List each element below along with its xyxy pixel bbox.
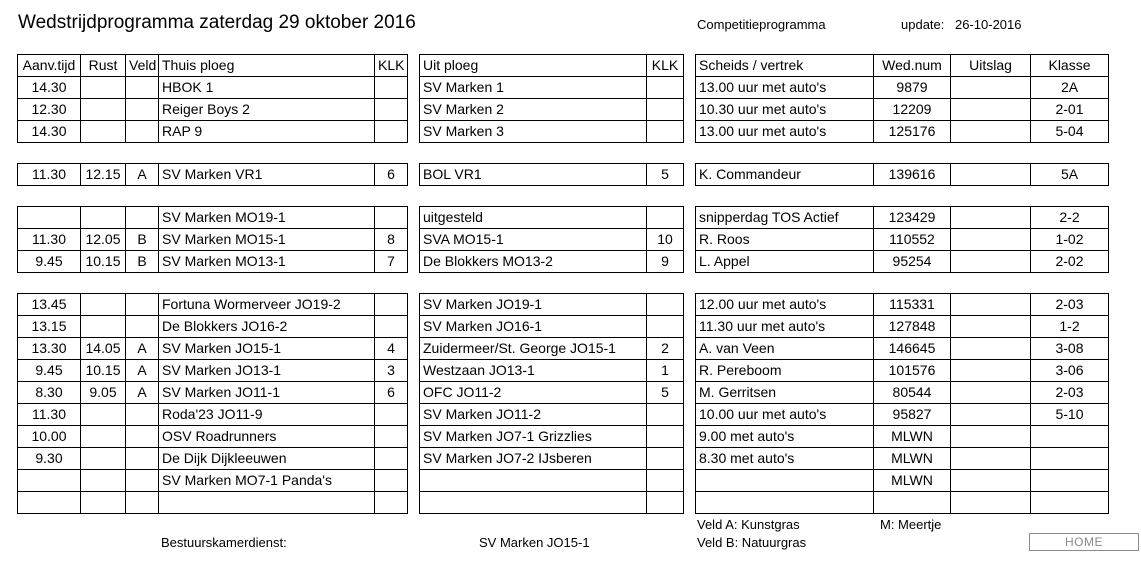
table-cell [951,492,1031,514]
table-cell: 101576 [874,360,951,382]
veld-a-legend: Veld A: Kunstgras [697,517,800,532]
table-row [420,382,684,404]
table-cell: SV Marken 2 [420,99,647,121]
table-row [696,426,1109,448]
table-row [696,294,1109,316]
table-cell: 13.00 uur met auto's [696,77,874,99]
table-cell: 9879 [874,77,951,99]
column-header: Wed.num [874,55,951,77]
table-cell: 123429 [874,207,951,229]
table-cell [1031,448,1109,470]
table-cell: snipperdag TOS Actief [696,207,874,229]
table-cell: 14.30 [18,121,81,143]
column-header: Uit ploeg [420,55,647,77]
table-cell: SV Marken MO13-1 [159,251,375,273]
table-cell [81,207,126,229]
table-cell [375,492,408,514]
table-cell: 125176 [874,121,951,143]
table-cell: R. Pereboom [696,360,874,382]
table-cell: 5-10 [1031,404,1109,426]
table-cell [951,382,1031,404]
table-cell [81,294,126,316]
table-cell: A [126,360,159,382]
group-separator [696,273,1109,294]
table-cell: 5 [647,164,684,186]
table-row [18,338,408,360]
table-row [420,404,684,426]
table-cell: 12.15 [81,164,126,186]
table-cell [126,426,159,448]
table-cell: 14.05 [81,338,126,360]
table-cell: 12.30 [18,99,81,121]
table-cell [126,294,159,316]
table-cell: 1-2 [1031,316,1109,338]
table-cell [647,404,684,426]
table-cell: 11.30 [18,404,81,426]
table-row [18,360,408,382]
table-cell: 13.45 [18,294,81,316]
table-cell [647,121,684,143]
table-cell [696,492,874,514]
referee-table [695,54,1109,514]
table-cell: K. Commandeur [696,164,874,186]
table-cell: 115331 [874,294,951,316]
table-cell: 10.00 uur met auto's [696,404,874,426]
table-cell [126,207,159,229]
table-row [420,360,684,382]
table-cell: 3-08 [1031,338,1109,360]
table-cell [696,470,874,492]
table-cell: 2-03 [1031,382,1109,404]
table-row [420,294,684,316]
table-cell [81,316,126,338]
table-cell [951,360,1031,382]
table-row [696,360,1109,382]
table-row [420,316,684,338]
header-row [696,55,1109,77]
table-cell: SV Marken MO7-1 Panda's [159,470,375,492]
table-cell: SV Marken JO11-1 [159,382,375,404]
table-cell [18,470,81,492]
table-cell: De Blokkers JO16-2 [159,316,375,338]
table-cell: 4 [375,338,408,360]
table-row [696,470,1109,492]
table-cell: uitgesteld [420,207,647,229]
table-cell [375,426,408,448]
table-cell: 95254 [874,251,951,273]
table-cell: De Dijk Dijkleeuwen [159,448,375,470]
table-cell: De Blokkers MO13-2 [420,251,647,273]
table-cell: 13.30 [18,338,81,360]
table-cell: Westzaan JO13-1 [420,360,647,382]
table-row [18,404,408,426]
table-row [18,316,408,338]
table-cell: SV Marken JO11-2 [420,404,647,426]
table-row [18,470,408,492]
table-cell: 5-04 [1031,121,1109,143]
table-cell [81,492,126,514]
table-cell: SV Marken 1 [420,77,647,99]
table-cell: B [126,251,159,273]
table-row [420,77,684,99]
table-cell: 2-2 [1031,207,1109,229]
group-separator [18,186,408,207]
header-row [18,55,408,77]
table-cell [951,448,1031,470]
column-header: Aanv.tijd [18,55,81,77]
table-row [18,99,408,121]
table-cell: Reiger Boys 2 [159,99,375,121]
table-cell [126,316,159,338]
table-cell: 12.05 [81,229,126,251]
column-header: Uitslag [951,55,1031,77]
table-cell [126,492,159,514]
table-cell: HBOK 1 [159,77,375,99]
table-cell [126,99,159,121]
table-cell: A [126,164,159,186]
table-cell: 2A [1031,77,1109,99]
table-cell [951,207,1031,229]
table-row [696,492,1109,514]
table-cell: A [126,338,159,360]
table-cell [951,229,1031,251]
table-row [18,77,408,99]
table-cell [647,77,684,99]
table-cell: 2-03 [1031,294,1109,316]
table-cell [1031,426,1109,448]
table-row [696,338,1109,360]
table-cell: 7 [375,251,408,273]
table-row [420,99,684,121]
table-row [420,251,684,273]
table-cell: 9.05 [81,382,126,404]
table-row [696,448,1109,470]
table-cell [951,470,1031,492]
table-cell [951,99,1031,121]
column-header: Scheids / vertrek [696,55,874,77]
table-cell [375,207,408,229]
table-cell [951,338,1031,360]
meertje-legend: M: Meertje [880,517,942,532]
update-label: update: [901,17,945,32]
table-row [18,164,408,186]
table-cell [375,404,408,426]
table-cell: 10 [647,229,684,251]
bestuur-label: Bestuurskamerdienst: [161,535,287,550]
table-cell: 5 [647,382,684,404]
table-cell: SV Marken VR1 [159,164,375,186]
table-cell: Zuidermeer/St. George JO15-1 [420,338,647,360]
table-row [420,338,684,360]
table-cell: 80544 [874,382,951,404]
table-cell [81,404,126,426]
table-row [696,229,1109,251]
table-cell [874,492,951,514]
table-cell [18,207,81,229]
table-row [18,121,408,143]
table-cell: 139616 [874,164,951,186]
table-cell: BOL VR1 [420,164,647,186]
table-row [18,426,408,448]
table-row [696,207,1109,229]
table-cell: 8.30 met auto's [696,448,874,470]
table-cell [126,77,159,99]
table-cell [1031,492,1109,514]
table-cell: SV Marken JO7-1 Grizzlies [420,426,647,448]
table-row [18,294,408,316]
table-cell [951,77,1031,99]
table-cell: OSV Roadrunners [159,426,375,448]
table-cell: 110552 [874,229,951,251]
group-separator [18,273,408,294]
table-cell: 11.30 [18,229,81,251]
table-row [696,316,1109,338]
table-cell: 3-06 [1031,360,1109,382]
table-cell [647,448,684,470]
table-cell [647,426,684,448]
update-date: 26-10-2016 [955,17,1022,32]
group-separator [696,143,1109,164]
table-cell [951,316,1031,338]
table-cell: 95827 [874,404,951,426]
column-header: Thuis ploeg [159,55,375,77]
table-cell [81,470,126,492]
table-row [420,229,684,251]
group-separator [696,186,1109,207]
table-cell: SV Marken JO19-1 [420,294,647,316]
table-cell: SV Marken JO15-1 [159,338,375,360]
table-cell [81,448,126,470]
table-cell [951,404,1031,426]
table-cell [375,121,408,143]
table-cell: 9 [647,251,684,273]
table-cell [951,164,1031,186]
table-cell: SV Marken JO16-1 [420,316,647,338]
table-cell [1031,470,1109,492]
table-cell [375,448,408,470]
group-separator [420,143,684,164]
table-cell: 12.00 uur met auto's [696,294,874,316]
table-cell: M. Gerritsen [696,382,874,404]
table-cell: 3 [375,360,408,382]
table-row [18,382,408,404]
table-cell: 10.30 uur met auto's [696,99,874,121]
table-cell [81,99,126,121]
table-row [420,121,684,143]
table-cell [951,121,1031,143]
table-cell: MLWN [874,426,951,448]
column-header: Klasse [1031,55,1109,77]
table-row [696,404,1109,426]
table-cell: 9.45 [18,360,81,382]
table-cell [647,492,684,514]
table-row [696,164,1109,186]
group-separator [18,143,408,164]
table-cell [81,121,126,143]
table-cell: 10.00 [18,426,81,448]
table-cell: OFC JO11-2 [420,382,647,404]
header-row [420,55,684,77]
table-row [18,448,408,470]
away-team-table [419,54,684,514]
table-cell: 9.00 met auto's [696,426,874,448]
column-header: Veld [126,55,159,77]
table-cell [126,404,159,426]
table-cell: R. Roos [696,229,874,251]
table-cell: MLWN [874,470,951,492]
table-cell: MLWN [874,448,951,470]
table-cell: 8.30 [18,382,81,404]
table-cell [18,492,81,514]
table-cell [159,492,375,514]
table-cell [126,448,159,470]
table-cell: A [126,382,159,404]
table-cell: 9.45 [18,251,81,273]
table-row [420,470,684,492]
veld-b-legend: Veld B: Natuurgras [697,535,807,550]
subtitle: Competitieprogramma [697,17,826,32]
table-cell: 10.15 [81,360,126,382]
table-cell: SV Marken 3 [420,121,647,143]
table-row [696,251,1109,273]
table-cell: 8 [375,229,408,251]
table-cell: 6 [375,164,408,186]
table-cell [951,426,1031,448]
table-cell [81,426,126,448]
table-cell: 12209 [874,99,951,121]
table-row [18,229,408,251]
table-cell: 146645 [874,338,951,360]
table-cell: 11.30 uur met auto's [696,316,874,338]
table-cell: 13.00 uur met auto's [696,121,874,143]
table-cell: 14.30 [18,77,81,99]
table-row [420,448,684,470]
table-cell [375,77,408,99]
table-cell: Fortuna Wormerveer JO19-2 [159,294,375,316]
table-cell [420,470,647,492]
table-row [18,207,408,229]
table-cell: B [126,229,159,251]
column-header: Rust [81,55,126,77]
table-cell: SVA MO15-1 [420,229,647,251]
table-row [696,121,1109,143]
table-cell: 10.15 [81,251,126,273]
table-row [696,99,1109,121]
table-cell: SV Marken JO7-2 IJsberen [420,448,647,470]
table-cell [375,99,408,121]
table-cell: RAP 9 [159,121,375,143]
table-row [696,77,1109,99]
table-cell [126,470,159,492]
column-header: KLK [375,55,408,77]
table-cell [126,121,159,143]
table-cell: 1-02 [1031,229,1109,251]
page-title: Wedstrijdprogramma zaterdag 29 oktober 2016 [18,12,416,33]
table-cell: SV Marken JO13-1 [159,360,375,382]
table-cell [647,99,684,121]
table-cell [951,294,1031,316]
table-cell: A. van Veen [696,338,874,360]
table-row [18,251,408,273]
table-cell: Roda'23 JO11-9 [159,404,375,426]
table-row [420,164,684,186]
table-cell: L. Appel [696,251,874,273]
table-cell: 2 [647,338,684,360]
table-cell: 2-02 [1031,251,1109,273]
table-cell: 127848 [874,316,951,338]
table-row [420,207,684,229]
table-row [18,492,408,514]
bestuur-team: SV Marken JO15-1 [479,535,590,550]
group-separator [420,186,684,207]
table-cell: 13.15 [18,316,81,338]
table-cell: 6 [375,382,408,404]
table-cell [81,77,126,99]
home-button[interactable]: HOME [1029,533,1139,551]
group-separator [420,273,684,294]
table-cell [951,251,1031,273]
table-cell: 9.30 [18,448,81,470]
table-cell [375,316,408,338]
table-cell [375,470,408,492]
column-header: KLK [647,55,684,77]
table-row [696,382,1109,404]
table-cell [420,492,647,514]
table-cell: 11.30 [18,164,81,186]
table-cell [647,294,684,316]
table-cell [647,207,684,229]
table-cell: 5A [1031,164,1109,186]
table-row [420,492,684,514]
table-cell [375,294,408,316]
table-cell: 1 [647,360,684,382]
table-cell [647,470,684,492]
table-row [420,426,684,448]
table-cell: 2-01 [1031,99,1109,121]
table-cell [647,316,684,338]
home-team-table [17,54,408,514]
table-cell: SV Marken MO19-1 [159,207,375,229]
table-cell: SV Marken MO15-1 [159,229,375,251]
